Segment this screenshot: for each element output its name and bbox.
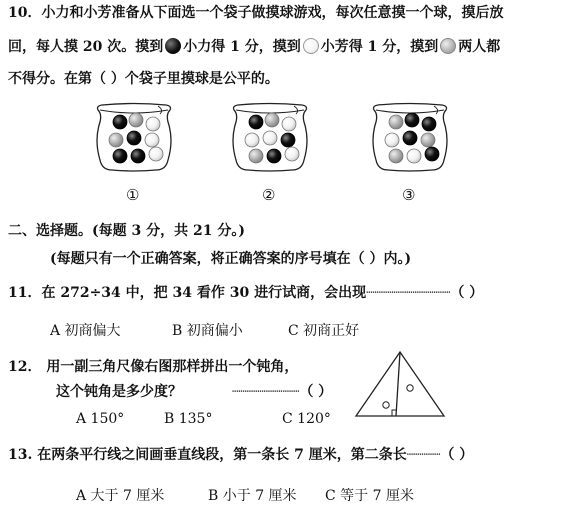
bag-3 <box>368 100 452 174</box>
black-ball <box>267 149 281 163</box>
black-ball <box>113 149 127 163</box>
black-ball-icon <box>165 38 181 54</box>
gray-ball <box>389 115 403 129</box>
q11-text: 11．在 272÷34 中，把 34 看作 30 进行试商，会出现┈┈┈┈┈┈┈┈┈┈（ ） <box>8 285 484 301</box>
black-ball <box>425 147 439 161</box>
q13-option-b: B 小于 7 厘米 <box>208 488 297 504</box>
q12-option-b: B 135° <box>164 411 213 427</box>
q12-line1: 12． 用一副三角尺像右图那样拼出一个钝角， <box>8 359 299 375</box>
black-ball <box>405 113 419 127</box>
black-ball <box>127 131 141 145</box>
white-ball-icon <box>303 38 319 54</box>
black-ball <box>422 117 436 131</box>
q11-option-a: A 初商偏大 <box>50 323 121 339</box>
q12-option-a: A 150° <box>76 411 125 427</box>
bag-label-1: ① <box>126 186 140 204</box>
gray-ball <box>249 149 263 163</box>
section2-note: (每题只有一个正确答案，将正确答案的序号填在（ ）内。) <box>50 251 412 267</box>
gray-ball <box>129 113 143 127</box>
white-ball <box>146 117 160 131</box>
white-ball <box>385 133 399 147</box>
q10-line2-a: 回，每人摸 20 次。摸到 <box>8 39 164 55</box>
q10-line2-b: 小力得 1 分，摸到 <box>183 39 301 55</box>
q13-option-a: A 大于 7 厘米 <box>76 488 165 504</box>
q13-text: 13. 在两条平行线之间画垂直线段，第一条长 7 厘米，第二条长┈┈┈┈（ ） <box>8 447 474 463</box>
q10-line2 <box>8 38 500 56</box>
white-ball <box>407 149 421 163</box>
black-ball <box>403 131 417 145</box>
section2-title: 二、选择题。(每题 3 分，共 21 分。) <box>8 223 245 239</box>
bag-label-3: ③ <box>402 186 416 204</box>
gray-ball <box>421 133 435 147</box>
q12-line2: 这个钝角是多少度？ <box>56 384 182 400</box>
black-ball <box>113 115 127 129</box>
white-ball <box>285 147 299 161</box>
q12-option-c: C 120° <box>282 411 331 427</box>
white-ball <box>263 131 277 145</box>
q10-line3: 不得分。在第（ ）个袋子里摸球是公平的。 <box>8 71 279 87</box>
q12-dots: ┈┈┈┈┈┈┈┈（ ） <box>232 384 333 400</box>
white-ball <box>245 133 259 147</box>
gray-ball <box>389 149 403 163</box>
q13-option-c: C 等于 7 厘米 <box>325 488 414 504</box>
white-ball <box>282 117 296 131</box>
black-ball <box>131 149 145 163</box>
gray-ball <box>109 133 123 147</box>
white-ball <box>149 147 163 161</box>
bag-label-2: ② <box>262 186 276 204</box>
black-ball <box>249 115 263 129</box>
bag-1 <box>92 100 176 174</box>
bag-2 <box>228 100 312 174</box>
q10-line2-c: 小芳得 1 分，摸到 <box>320 39 439 55</box>
q10-line2-d: 两人都 <box>458 39 501 55</box>
set-square-figure <box>352 350 447 422</box>
gray-ball-icon <box>440 38 456 54</box>
q10-line1: 10．小力和小芳准备从下面选一个袋子做摸球游戏，每次任意摸一个球，摸后放 <box>8 5 504 21</box>
white-ball <box>145 133 159 147</box>
gray-ball <box>265 113 279 127</box>
q11-option-c: C 初商正好 <box>288 323 360 339</box>
black-ball <box>281 133 295 147</box>
q11-option-b: B 初商偏小 <box>172 323 243 339</box>
